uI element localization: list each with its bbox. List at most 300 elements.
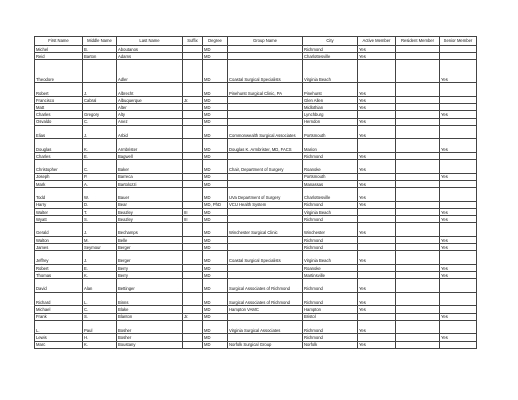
header-last-name: Last Name	[117, 37, 183, 46]
cell-middle-name: J.	[83, 223, 117, 237]
cell-middle-name: Alan	[83, 279, 117, 293]
cell-resident-member	[396, 83, 440, 97]
cell-group-name	[228, 118, 303, 125]
cell-first-name: Richard	[35, 292, 83, 306]
cell-degree: MD	[203, 244, 228, 251]
cell-last-name: Armbrister	[117, 139, 183, 153]
header-group-name: Group Name	[228, 37, 303, 46]
cell-suffix	[183, 173, 203, 180]
cell-city: Richmond	[303, 201, 358, 208]
cell-senior-member: Yes	[440, 244, 477, 251]
table-body	[35, 46, 477, 349]
cell-degree: MD	[203, 208, 228, 215]
cell-middle-name: T.	[83, 208, 117, 215]
cell-middle-name: A.	[83, 180, 117, 187]
cell-resident-member	[396, 96, 440, 103]
cell-resident-member	[396, 208, 440, 215]
header-senior-member: Senior Member	[440, 37, 477, 46]
cell-first-name: Joseph	[35, 173, 83, 180]
cell-city: Pinehurst	[303, 83, 358, 97]
cell-group-name	[228, 96, 303, 103]
cell-degree: MD	[203, 46, 228, 53]
cell-suffix	[183, 201, 203, 208]
cell-middle-name	[83, 104, 117, 111]
cell-city: Richmond	[303, 244, 358, 251]
cell-suffix	[183, 279, 203, 293]
cell-degree: MD	[203, 180, 228, 187]
table-row	[35, 104, 477, 111]
cell-group-name: Chair, Department of Surgery	[228, 160, 303, 174]
table-row	[35, 53, 477, 60]
cell-resident-member	[396, 236, 440, 243]
cell-group-name: Surgical Associates of Richmond	[228, 279, 303, 293]
cell-senior-member	[440, 292, 477, 306]
cell-suffix	[183, 111, 203, 118]
cell-suffix	[183, 152, 203, 159]
cell-senior-member: Yes	[440, 111, 477, 118]
cell-first-name: Theodore	[35, 60, 83, 83]
cell-active-member: Yes	[358, 279, 396, 293]
cell-senior-member: Yes	[440, 60, 477, 83]
cell-suffix	[183, 46, 203, 53]
cell-middle-name: K.	[83, 139, 117, 153]
cell-degree: MD	[203, 271, 228, 278]
cell-first-name: Mark	[35, 180, 83, 187]
table-row	[35, 96, 477, 103]
cell-city: Richmond	[303, 152, 358, 159]
cell-degree: MD	[203, 223, 228, 237]
cell-first-name: L.	[35, 320, 83, 334]
cell-degree: MD	[203, 139, 228, 153]
cell-resident-member	[396, 53, 440, 60]
table-row	[35, 173, 477, 180]
cell-group-name	[228, 216, 303, 223]
cell-active-member: Yes	[358, 53, 396, 60]
header-row	[35, 37, 477, 46]
cell-middle-name: K.	[83, 271, 117, 278]
cell-first-name: Reid	[35, 53, 83, 60]
cell-degree: MD	[203, 251, 228, 265]
table-row	[35, 188, 477, 202]
cell-middle-name: E.	[83, 152, 117, 159]
cell-senior-member	[440, 96, 477, 103]
cell-active-member: Yes	[358, 341, 396, 348]
table-row	[35, 236, 477, 243]
cell-degree: MD	[203, 188, 228, 202]
cell-resident-member	[396, 292, 440, 306]
cell-active-member: Yes	[358, 160, 396, 174]
table-row	[35, 201, 477, 208]
cell-suffix	[183, 271, 203, 278]
cell-first-name: Elias	[35, 125, 83, 139]
cell-active-member	[358, 173, 396, 180]
cell-middle-name: Barton	[83, 53, 117, 60]
cell-first-name: Walton	[35, 236, 83, 243]
cell-middle-name: B.	[83, 46, 117, 53]
cell-last-name: Blake	[117, 306, 183, 313]
table-header	[35, 37, 477, 46]
cell-suffix	[183, 236, 203, 243]
cell-active-member	[358, 264, 396, 271]
cell-last-name: Albuquerque	[117, 96, 183, 103]
cell-degree: MD	[203, 111, 228, 118]
cell-degree: MD	[203, 96, 228, 103]
cell-middle-name: Cabral	[83, 96, 117, 103]
cell-active-member: Yes	[358, 118, 396, 125]
cell-city: Richmond	[303, 236, 358, 243]
cell-suffix	[183, 60, 203, 83]
cell-middle-name: W.	[83, 188, 117, 202]
header-resident-member: Resident Member	[396, 37, 440, 46]
cell-suffix	[183, 139, 203, 153]
cell-last-name: Adler	[117, 60, 183, 83]
cell-suffix	[183, 83, 203, 97]
table-row	[35, 279, 477, 293]
cell-resident-member	[396, 216, 440, 223]
cell-last-name: Anez	[117, 118, 183, 125]
cell-last-name: Beazley	[117, 208, 183, 215]
cell-suffix	[183, 223, 203, 237]
table-row	[35, 60, 477, 83]
cell-suffix	[183, 188, 203, 202]
cell-suffix	[183, 306, 203, 313]
cell-active-member	[358, 236, 396, 243]
cell-middle-name: K.	[83, 341, 117, 348]
cell-degree: MD	[203, 320, 228, 334]
cell-city: Virginia Beach	[303, 251, 358, 265]
cell-middle-name: H.	[83, 334, 117, 341]
table-row	[35, 216, 477, 223]
cell-group-name: Surgical Associates of Richmond	[228, 292, 303, 306]
cell-resident-member	[396, 188, 440, 202]
cell-group-name	[228, 313, 303, 320]
cell-senior-member: Yes	[440, 139, 477, 153]
cell-last-name: Arbid	[117, 125, 183, 139]
cell-group-name	[228, 46, 303, 53]
cell-resident-member	[396, 251, 440, 265]
table-row	[35, 223, 477, 237]
cell-resident-member	[396, 334, 440, 341]
header-active-member: Active Member	[358, 37, 396, 46]
cell-group-name	[228, 180, 303, 187]
cell-suffix	[183, 180, 203, 187]
cell-active-member	[358, 60, 396, 83]
cell-group-name	[228, 208, 303, 215]
cell-senior-member	[440, 152, 477, 159]
cell-first-name: Christopher	[35, 160, 83, 174]
cell-senior-member	[440, 188, 477, 202]
member-roster-table	[34, 36, 477, 349]
cell-first-name: David	[35, 279, 83, 293]
cell-senior-member	[440, 201, 477, 208]
cell-last-name: Barreca	[117, 173, 183, 180]
cell-active-member: Yes	[358, 83, 396, 97]
cell-last-name: Berger	[117, 251, 183, 265]
table-row	[35, 180, 477, 187]
cell-degree: MD	[203, 216, 228, 223]
cell-senior-member: Yes	[440, 271, 477, 278]
cell-resident-member	[396, 320, 440, 334]
cell-group-name	[228, 173, 303, 180]
table-row	[35, 334, 477, 341]
cell-first-name: Michael	[35, 306, 83, 313]
cell-last-name: Belle	[117, 236, 183, 243]
cell-active-member	[358, 216, 396, 223]
cell-active-member	[358, 111, 396, 118]
cell-suffix	[183, 341, 203, 348]
table-row	[35, 139, 477, 153]
cell-first-name: Lewis	[35, 334, 83, 341]
cell-group-name	[228, 271, 303, 278]
cell-first-name: Harry	[35, 201, 83, 208]
cell-active-member: Yes	[358, 188, 396, 202]
cell-active-member: Yes	[358, 251, 396, 265]
cell-middle-name: L.	[83, 292, 117, 306]
cell-city: Roanoke	[303, 160, 358, 174]
cell-last-name: Berry	[117, 271, 183, 278]
cell-group-name: UVa Department of Surgery	[228, 188, 303, 202]
cell-resident-member	[396, 341, 440, 348]
table-row	[35, 306, 477, 313]
cell-active-member: Yes	[358, 46, 396, 53]
cell-city: Herndon	[303, 118, 358, 125]
cell-suffix	[183, 53, 203, 60]
cell-resident-member	[396, 201, 440, 208]
cell-senior-member	[440, 306, 477, 313]
cell-senior-member	[440, 279, 477, 293]
cell-last-name: Beazley	[117, 216, 183, 223]
cell-resident-member	[396, 279, 440, 293]
cell-last-name: Alter	[117, 104, 183, 111]
cell-degree: MD	[203, 341, 228, 348]
cell-resident-member	[396, 60, 440, 83]
cell-senior-member	[440, 251, 477, 265]
header-city: City	[303, 37, 358, 46]
cell-active-member	[358, 244, 396, 251]
cell-active-member	[358, 139, 396, 153]
cell-active-member: Yes	[358, 320, 396, 334]
cell-last-name: Aboutanos	[117, 46, 183, 53]
cell-city: Virginia Beach	[303, 208, 358, 215]
cell-degree: MD	[203, 83, 228, 97]
cell-first-name: Charles	[35, 152, 83, 159]
cell-last-name: Blanton	[117, 313, 183, 320]
cell-first-name: Douglas	[35, 139, 83, 153]
cell-first-name: Marc	[35, 341, 83, 348]
cell-last-name: Bosher	[117, 320, 183, 334]
cell-city: Roanoke	[303, 264, 358, 271]
cell-group-name: VCU Health System	[228, 201, 303, 208]
cell-degree: MD, PhD	[203, 201, 228, 208]
cell-senior-member	[440, 53, 477, 60]
cell-city: Charlottesville	[303, 53, 358, 60]
cell-first-name: Osvaldo	[35, 118, 83, 125]
table-row	[35, 208, 477, 215]
cell-suffix	[183, 160, 203, 174]
cell-first-name: James	[35, 244, 83, 251]
cell-degree: MD	[203, 53, 228, 60]
cell-suffix	[183, 292, 203, 306]
cell-city: Bristol	[303, 313, 358, 320]
cell-degree: MD	[203, 313, 228, 320]
cell-degree: MD	[203, 152, 228, 159]
cell-group-name: Coastal Surgical Specialists	[228, 60, 303, 83]
cell-last-name: Alty	[117, 111, 183, 118]
cell-city: Hampton	[303, 306, 358, 313]
cell-senior-member	[440, 118, 477, 125]
cell-first-name: Matt	[35, 104, 83, 111]
cell-degree: MD	[203, 236, 228, 243]
cell-active-member: Yes	[358, 96, 396, 103]
cell-last-name: Bear	[117, 201, 183, 208]
table-row	[35, 160, 477, 174]
cell-city: Richmond	[303, 46, 358, 53]
cell-suffix	[183, 118, 203, 125]
cell-degree: MD	[203, 334, 228, 341]
cell-last-name: Binns	[117, 292, 183, 306]
cell-city: Richmond	[303, 334, 358, 341]
cell-group-name: Norfolk Surgical Group	[228, 341, 303, 348]
cell-first-name: Michel	[35, 46, 83, 53]
table-row	[35, 152, 477, 159]
cell-senior-member	[440, 83, 477, 97]
cell-active-member	[358, 334, 396, 341]
cell-resident-member	[396, 160, 440, 174]
cell-city: Glen Allen	[303, 96, 358, 103]
table-row	[35, 83, 477, 97]
cell-senior-member: Yes	[440, 334, 477, 341]
cell-senior-member: Yes	[440, 264, 477, 271]
cell-senior-member	[440, 104, 477, 111]
cell-middle-name: C.	[83, 306, 117, 313]
cell-senior-member	[440, 223, 477, 237]
cell-group-name	[228, 244, 303, 251]
table-row	[35, 264, 477, 271]
table-row	[35, 341, 477, 348]
cell-active-member: Yes	[358, 201, 396, 208]
cell-resident-member	[396, 118, 440, 125]
cell-middle-name: Gregory	[83, 111, 117, 118]
cell-middle-name: J.	[83, 83, 117, 97]
cell-resident-member	[396, 125, 440, 139]
table-row	[35, 46, 477, 53]
cell-group-name: Coastal Surgical Specialists	[228, 251, 303, 265]
cell-city: Martinsville	[303, 271, 358, 278]
table-row	[35, 271, 477, 278]
cell-resident-member	[396, 173, 440, 180]
cell-last-name: Bosher	[117, 334, 183, 341]
table-row	[35, 251, 477, 265]
cell-senior-member: Yes	[440, 208, 477, 215]
cell-active-member	[358, 208, 396, 215]
cell-senior-member	[440, 46, 477, 53]
cell-group-name	[228, 264, 303, 271]
cell-middle-name: M.	[83, 236, 117, 243]
cell-first-name: Charles	[35, 111, 83, 118]
cell-senior-member	[440, 341, 477, 348]
cell-city: Richmond	[303, 279, 358, 293]
cell-city: Marion	[303, 139, 358, 153]
cell-first-name: Walter	[35, 208, 83, 215]
cell-group-name	[228, 152, 303, 159]
cell-city: Richmond	[303, 320, 358, 334]
cell-first-name: Wyatt	[35, 216, 83, 223]
cell-middle-name: C.	[83, 118, 117, 125]
table-row	[35, 244, 477, 251]
header-suffix: Suffix	[183, 37, 203, 46]
cell-last-name: Bechamps	[117, 223, 183, 237]
cell-active-member: Yes	[358, 223, 396, 237]
cell-group-name: Hampton VAMC	[228, 306, 303, 313]
cell-middle-name: J.	[83, 125, 117, 139]
cell-active-member: Yes	[358, 180, 396, 187]
cell-resident-member	[396, 244, 440, 251]
cell-first-name: Thomas	[35, 271, 83, 278]
cell-first-name: Robert	[35, 83, 83, 97]
cell-group-name	[228, 334, 303, 341]
cell-group-name: Pinehurst Surgical Clinic, PA	[228, 83, 303, 97]
cell-active-member: Yes	[358, 292, 396, 306]
cell-suffix	[183, 320, 203, 334]
cell-senior-member: Yes	[440, 173, 477, 180]
header-first-name: First Name	[35, 37, 83, 46]
table-row	[35, 118, 477, 125]
cell-resident-member	[396, 152, 440, 159]
cell-first-name: Jeffrey	[35, 251, 83, 265]
cell-degree: MD	[203, 306, 228, 313]
cell-city: Norfolk	[303, 341, 358, 348]
cell-city: Richmond	[303, 216, 358, 223]
cell-city: Midlothian	[303, 104, 358, 111]
cell-city: Lynchburg	[303, 111, 358, 118]
cell-suffix: III	[183, 208, 203, 215]
cell-group-name	[228, 236, 303, 243]
cell-resident-member	[396, 223, 440, 237]
cell-last-name: Berry	[117, 264, 183, 271]
cell-suffix	[183, 334, 203, 341]
cell-senior-member: Yes	[440, 216, 477, 223]
table-row	[35, 292, 477, 306]
cell-group-name: Winchester Surgical Clinic	[228, 223, 303, 237]
cell-suffix	[183, 251, 203, 265]
cell-group-name: Commonwealth Surgical Associates	[228, 125, 303, 139]
cell-resident-member	[396, 313, 440, 320]
cell-city: Portsmouth	[303, 125, 358, 139]
cell-middle-name: S.	[83, 216, 117, 223]
table-row	[35, 313, 477, 320]
table-row	[35, 111, 477, 118]
cell-suffix	[183, 264, 203, 271]
cell-suffix	[183, 104, 203, 111]
cell-middle-name: Paul	[83, 320, 117, 334]
cell-middle-name: J.	[83, 251, 117, 265]
cell-senior-member	[440, 320, 477, 334]
cell-senior-member	[440, 180, 477, 187]
cell-last-name: Adams	[117, 53, 183, 60]
cell-suffix: Jr.	[183, 313, 203, 320]
cell-last-name: Berger	[117, 244, 183, 251]
cell-active-member: Yes	[358, 152, 396, 159]
cell-city: Charlottesville	[303, 188, 358, 202]
cell-city: Portsmouth	[303, 173, 358, 180]
cell-suffix	[183, 125, 203, 139]
cell-middle-name: C.	[83, 160, 117, 174]
cell-degree: MD	[203, 292, 228, 306]
cell-middle-name: Seymour	[83, 244, 117, 251]
cell-city: Virginia Beach	[303, 60, 358, 83]
header-degree: Degree	[203, 37, 228, 46]
cell-senior-member	[440, 125, 477, 139]
